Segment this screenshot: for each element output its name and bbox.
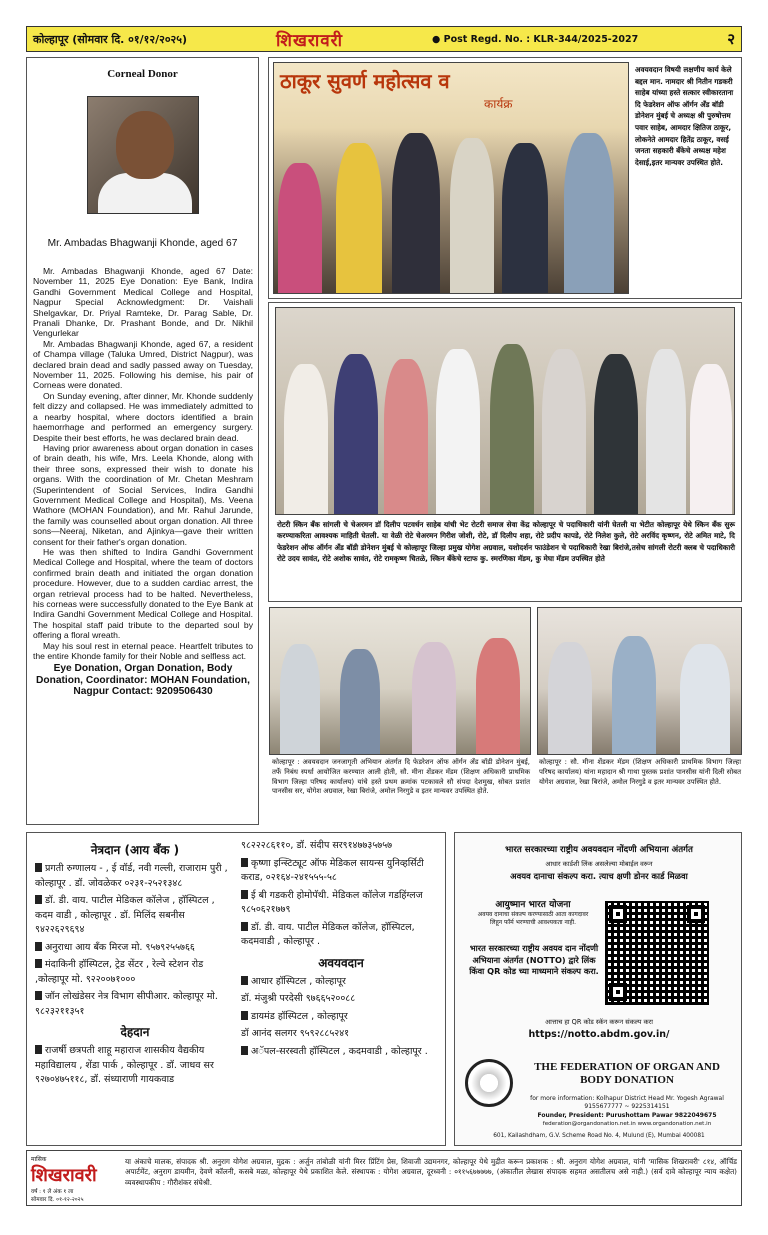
donor-photo — [87, 96, 199, 214]
notto-line2: आधार कार्डशी लिंक असलेल्या मोबाईल वरून — [545, 860, 653, 868]
qr-code[interactable] — [605, 901, 709, 1005]
eye-donation-title: नेत्रदान (आय बँक ) — [90, 843, 180, 857]
notto-link-note: आत्ताच हा QR कोड स्कॅन करून संकल्प करा — [545, 1018, 653, 1026]
notto-scheme-sub: अवयव दानाचा संकल्प करण्यासाठी आता कागदावर लिहून फॉर्म भरण्याची आवश्यकता नाही. — [477, 911, 589, 926]
directory-col-left — [35, 837, 235, 1091]
notto-line3: अवयव दानाचा संकल्प करा. त्याच क्षणी डोनर कार्ड मिळवा — [510, 871, 688, 881]
photo4-caption: कोल्हापूर : सौ. मीना शेंडकर मॅडम (शिक्षण अधिकारी प्राथमिक विभाग जिल्हा परिषद कार्यालय) यांना महादान श्री गाथा पुस्तक प्रशांत पानसीस यांनी दिली सोबत योगेश अग्रवाल, रेखा बिरांजे, अमोल निरगुडे व इतर मान्यवर उपस्थित होते. — [539, 758, 741, 786]
federation-title: THE FEDERATION OF ORGAN AND BODY DONATION — [534, 1061, 720, 1086]
notto-gov-text: भारत सरकारच्या राष्ट्रीय अवयव दान नोंदणी अभियाना अंतर्गत (NOTTO) द्वारे लिंक किंवा QR कोड च्या माध्यमाने संकल्प करा. — [469, 943, 599, 977]
federation-logo-icon — [465, 1059, 513, 1107]
organ-donation-title: अवयवदान — [318, 955, 364, 970]
article-paragraph: Having prior awareness about organ donation in cases of brain death, his wife, Mrs. Leela Khonde, along with their three sons, expressed their wish to donate his organs. With the coordination of Mr. Chetan Meshram (Superintendent of Social Services, Indira Gandhi Government Medical College and Hospital), Ms. Veena Wathore (MOHAN Foundation), and Mr. Rahul Jarunde, the family was counselled about organ donation. All three sons—Neeraj, Niketan, and Ajinkya—gave their written consent for their father's organ donation. — [33, 442, 253, 547]
list-item: डॉ. मंजुश्री परदेसी ९७६६५२००८८ — [241, 993, 356, 1004]
imprint-footer — [26, 1150, 742, 1206]
list-item: डॉ. डी. वाय. पाटील मेडिकल कॉलेज , हॉस्पिटल , कदम वाडी , कोल्हापूर . डॉ. मिलिंद सबनीस ९४२२६२९६९४ — [35, 895, 215, 935]
notto-scheme-title: आयुष्मान भारत योजना — [495, 900, 571, 910]
donor-article — [26, 57, 259, 825]
photo-banner-sub: कार्यक्र — [484, 97, 513, 111]
footer-masthead: शिखरावरी — [31, 1165, 97, 1186]
federation-founder: Founder, President: Purushottam Pawar 9822049675 — [537, 1112, 717, 1119]
masthead: शिखरावरी — [276, 30, 344, 51]
photo2-block — [268, 302, 742, 602]
footer-issue: वर्ष : १ ले अंक १ ला — [31, 1189, 74, 1195]
list-item: अॅपल-सरस्वती हॉस्पिटल , कदमवाडी , कोल्हापूर . — [241, 1045, 441, 1060]
directory-col-right — [241, 839, 441, 1062]
book-gift-photo — [537, 607, 742, 755]
photo1-side-text: अवयवदान विषयी लक्षणीय कार्य केले बद्दल मान. नामदार श्री नितीन गडकरी साहेब यांच्या हस्ते सत्कार स्वीकारताना दि फेडरेशन ऑफ ऑर्गन अँड बॉडी डोनेशन मुंबई चे अध्यक्ष श्री पुरुषोत्तम पवार साहेब, आमदार क्षितिज ठाकूर, लोकनेते आमदार हितेंद्र ठाकूर, वसई जनता सहकारी बँकेचे अध्यक्ष महेश देसाई,इतर मान्यवर उपस्थित होते. — [635, 65, 734, 167]
federation-web: federation@organdonation.net.in www.organdonation.net.in — [542, 1121, 712, 1127]
body-donation-title: देहदान — [120, 1025, 150, 1039]
list-item: ई बी गडकरी होमोपॅथी. मेडिकल कॉलेज गडहिंग्लज ९८५०६२१७७९ — [241, 889, 423, 915]
article-closing: Eye Donation, Organ Donation, Body Donation, Coordinator: MOHAN Foundation, Nagpur Contact: 9209506430 — [36, 663, 250, 698]
list-item: डॉ. डी. वाय. पाटील मेडिकल कॉलेज, हॉस्पिटल, कदमवाडी , कोल्हापूर . — [241, 921, 415, 947]
notto-line1: भारत सरकारच्या राष्ट्रीय अवयवदान नोंदणी अभियाना अंतर्गत — [505, 845, 693, 855]
article-paragraph: He was then shifted to Indira Gandhi Government Medical College and Hospital, where the team of doctors confirmed brain death and initiated the organ donation procedure. However, due to a sudden cardiac arrest, the organ retrieval process had to be halted. Nevertheless, his corneas were successfully donated to the Eye Bank at Indira Gandhi Government Medical College and Hospital. The hospital staff paid tribute to the departed soul by offering a floral wreath. — [33, 546, 253, 641]
photo2-caption: रोटरी स्किन बँक सांगली चे चेअरमन डॉ दिलीप पटवर्धन साहेब यांची भेट रोटरी समाज सेवा केंद्र कोल्हापूर चे पदाधिकारी यांनी घेतली या भेटीत कोल्हापूर येथे स्किन बँक सुरू करण्याकरिता आवश्यक माहिती घेतली. या वेळी रोटे चेअरमन गिरीश जोशी, रोटे, डॉ दिलीप शहा, रोटे प्रदीप कापडे, रोटे निलेश कुले, रोटे अरविंद कृष्णन, रोटे अमित माटे, दि फेडरेशन ऑफ ऑर्गन अँड बॉडी डोनेशन मुंबई चे कोल्हापूर जिल्हा प्रमुख योगेश अग्रवाल, यशोदर्शन फाउंडेशन चे पदाधिकारी रेखा बिरांजे,तसेच सांगली रोटरी क्लब चे पदाधिकारी रोटे उदय सावंत, रोटे अशोक सावंत, रोटे रामकृष्ण चितळे, स्किन बँकेचे स्टाफ कु. स्मरणिका मॅडम, कु मेघा मॅडम उपस्थित होते — [277, 520, 735, 564]
article-paragraph: Mr. Ambadas Bhagwanji Khonde, aged 67 Date: November 11, 2025 Eye Donation: Eye Bank, Indira Gandhi Government Medical College and Hospital, Nagpur Special Acknowledgment: Dr. Vaishali Shelgavkar, Dr. Priyal Ramteke, Dr. Parag Sable, Dr. Pranali Dhanke, Dr. Prashant Bonde, and Dr. Nikhil Vengurlekar — [33, 266, 253, 339]
essay-award-photo — [269, 607, 531, 755]
article-paragraph: May his soul rest in eternal peace. Heartfelt tributes to the entire Khonde family for their Noble and selfless act. — [33, 640, 253, 662]
page-header — [26, 26, 742, 52]
donor-article-body — [33, 266, 253, 698]
photo3-caption: कोल्हापूर : अवयवदान जनजागृती अभियान अंतर्गत दि फेडरेशन ऑफ ऑर्गन अँड बॉडी डोनेशन मुंबई, तर्फे निबंध स्पर्धा आयोजित करण्यात आली होती, सौ. मीना शेंडकर मॅडम (शिक्षण अधिकारी प्राथमिक विभाग जिल्हा परिषद कार्यालय) यांचे हस्ते प्रथम क्रमांक पटकावले सौ संपदा देशमुख, सोबत प्रशांत पानसीस सर, योगेश अग्रवाल, रेखा बिरांजे, अमोल निरगुडे व इतर मान्यवर उपस्थित होते. — [272, 758, 530, 796]
federation-address: 601, Kailashdham, G.V. Scheme Road No. 4, Mulund (E), Mumbai 400081 — [493, 1133, 705, 1139]
federation-info: for more information: Kolhapur District Head Mr. Yogesh Agrawal 9155677777 ~ 9225314151 — [530, 1095, 724, 1110]
felicitation-photo — [273, 62, 629, 294]
skin-bank-photo — [275, 307, 735, 515]
list-item: आधार हॉस्पिटल , कोल्हापूर — [241, 975, 441, 990]
list-item: डॉ आनंद सलगर ९५९२८८५२४१ — [241, 1028, 350, 1039]
footer-imprint-text: या अंकाचे मालक, संपादक श्री. अनुराग योगेश अग्रवाल, मुद्रक : अर्जुन तांबोळी यांनी मिरर प्रिंटिंग प्रेस, शिवाजी उद्यमनगर, कोल्हापूर येथे मुद्रीत करून प्रकाशक : श्री. अनुराग योगेश अग्रवाल, यांनी 'मासिक शिखरावरी' ८१४, ऑर्चिड अपार्टमेंट, अनुराग डायमीन, देवणे कॉलनी, कसबे मळा, कोल्हापूर येथे प्रकाशित केले. संस्थापक : योगेश अग्रवाल, दूरध्वनी : ०११५६७७७७७, (अंकातील लेखास संपादक सहमत असतीलच असे नाही.) (सर्व दावे कोल्हापूर न्याय कक्षेत) व्यवस्थापकीय : गौरीशंकर संघेश्री. — [125, 1157, 737, 1187]
donation-directory — [26, 832, 446, 1146]
notto-advert — [454, 832, 742, 1146]
article-paragraph: On Sunday evening, after dinner, Mr. Khonde suddenly felt dizzy and collapsed. He was immediately admitted to a nearby hospital, where doctors identified a brain haemorrhage and performed an emergency surgery. Despite their best efforts, he was declared brain dead. — [33, 390, 253, 443]
header-place-date: कोल्हापूर (सोमवार दि. ०१/१२/२०२५) — [33, 32, 188, 46]
photo1-block — [268, 57, 742, 299]
list-item: अनुराधा आय बँक मिरज मो. ९५७९२५५७६६ — [35, 941, 235, 956]
list-item: राजर्षी छत्रपती शाहू महाराज शासकीय वैद्यकीय महाविद्यालय , शेंडा पार्क , कोल्हापूर . डॉ. जाधव सर ९२७०४७५११८, डॉ. संध्याराणी गायकवाड — [35, 1045, 214, 1085]
donor-heading: Corneal Donor — [107, 68, 178, 80]
footer-tag: मासिक — [31, 1156, 47, 1163]
list-item: डायमंड हॉस्पिटल , कोल्हापूर — [241, 1010, 441, 1025]
donor-photo-caption: Mr. Ambadas Bhagwanji Khonde, aged 67 — [47, 238, 238, 249]
page-number: २ — [727, 30, 735, 48]
list-item: मंदाकिनी हॉस्पिटल, ट्रेड सेंटर , रेल्वे स्टेशन रोड ,कोल्हापूर मो. ९२२००७१००० — [35, 959, 204, 985]
list-item: कृष्णा इन्स्टिट्यूट ऑफ मेडिकल सायन्स युनिव्हर्सिटी कराड, ०२१६४-२४१५५५-५८ — [241, 857, 424, 883]
notto-url[interactable]: https://notto.abdm.gov.in/ — [528, 1029, 670, 1040]
postal-registration: ● Post Regd. No. : KLR-344/2025-2027 — [432, 33, 639, 45]
footer-logo — [31, 1155, 119, 1201]
photo-banner: ठाकूर सुवर्ण महोत्सव व — [280, 69, 450, 93]
list-item: जॉन लोखंडेसर नेत्र विभाग सीपीआर. कोल्हापूर मो. ९८२३२११३५१ — [35, 991, 218, 1017]
list-item: ९८२२२८६११०, डॉ. संदीप सर९१४७७३५७५७ — [241, 840, 393, 851]
list-item: प्रगती रुग्णालय - , ई वॉर्ड, नवी गल्ली, राजाराम पुरी , कोल्हापूर . डॉ. जोवळेकर ०२३१-२५२१३४८ — [35, 863, 228, 889]
footer-date: सोमवार दि. ०१-१२-२०२५ — [31, 1197, 84, 1203]
article-paragraph: Mr. Ambadas Bhagwanji Khonde, aged 67, a resident of Champa village (Taluka Umred, District Nagpur), was declared brain dead and sadly passed away on Tuesday, November 11, 2025. Following his demise, his pair of Corneas were donated. — [33, 338, 253, 391]
